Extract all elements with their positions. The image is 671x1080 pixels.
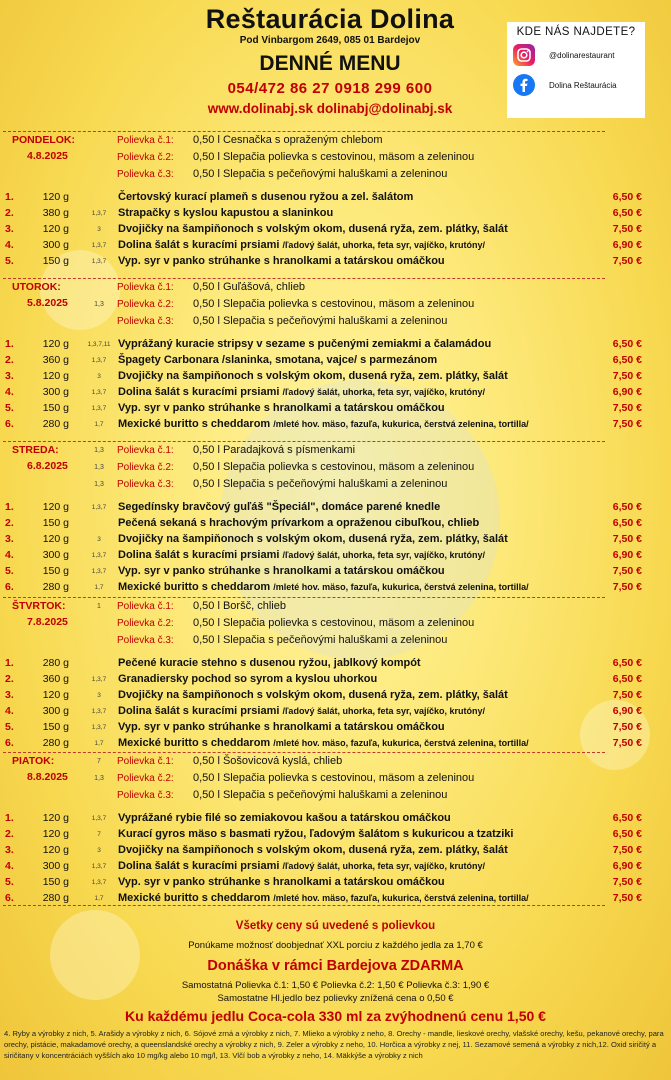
- soup-text: 0,50 l Slepačia s pečeňovými haluškami a zeleninou: [193, 634, 448, 646]
- meal-title: Dolina šalát s kuracími prsiami: [118, 549, 283, 561]
- soup-label: Polievka č.3:: [117, 479, 174, 490]
- facebook-label: Dolina Reštaurácia: [549, 80, 617, 90]
- meal-weight: 300 g: [42, 549, 69, 561]
- meal-name: [118, 812, 451, 824]
- meal-weight: 300 g: [42, 860, 69, 872]
- soup-text: 0,50 l Slepačia polievka s cestovinou, mäsom a zeleninou: [193, 617, 475, 629]
- meal-name: [118, 892, 529, 904]
- day-date: 7.8.2025: [27, 616, 68, 628]
- soup-row: [0, 478, 671, 495]
- soup-label: Polievka č.2:: [117, 152, 174, 163]
- web-and-email[interactable]: www.dolinabj.sk dolinabj@dolinabj.sk: [207, 101, 453, 116]
- meal-weight: 120 g: [42, 812, 69, 824]
- soup-text: 0,50 l Slepačia s pečeňovými haluškami a zeleninou: [193, 168, 448, 180]
- day-name: PONDELOK:: [12, 134, 75, 146]
- meal-name: [118, 418, 529, 430]
- soup-allergens: 1: [97, 603, 101, 610]
- meal-title: Vyp. syr v panko strúhanke s hranolkami a tatárskou omáčkou: [118, 721, 445, 733]
- meal-name: [118, 565, 445, 577]
- meal-price: 7,50 €: [612, 581, 642, 593]
- social-box: [507, 22, 645, 118]
- instagram-label: @dolinarestaurant: [549, 50, 615, 60]
- restaurant-address: Pod Vinbargom 2649, 085 01 Bardejov: [239, 35, 421, 46]
- allergen-legend: 4. Ryby a výrobky z nich, 5. Arašidy a výrobky z nich, 6. Sójové zrná a výrobky z nich, 7. Mlieko a výrobky z neho, 8. Orechy - mandle, lieskové orechy, vlašské orechy, kešu, pekanové orechy, para orechy, pistácie, makadamové orechy, a queenslandské orechy a výrobky z nich, 9. Zeler a výrobky z neho, 10. Horčica a výrobky z nej, 11. Sezamové semená a výrobky z nich,12. Oxid siričitý a siričitany v koncentráciách vyšších ako 10 mg/kg alebo 10 mg/l, 13. Vlčí bob a výrobky z neho, 14. Mäkkýše a výrobky z nich: [4, 1029, 664, 1060]
- instagram-row[interactable]: [507, 42, 645, 68]
- soup-allergens: 1,3: [94, 775, 104, 782]
- soup-allergens: 1,3: [94, 481, 104, 488]
- meal-name: [118, 844, 508, 856]
- meal-number: 2.: [5, 207, 14, 219]
- meal-title: Pečená sekaná s hrachovým prívarkom a opraženou cibuľkou, chlieb: [118, 517, 480, 529]
- meal-number: 4.: [5, 549, 14, 561]
- meal-allergens: 1,3,7: [91, 815, 107, 822]
- instagram-icon: [513, 44, 535, 66]
- soup-label: Polievka č.1:: [117, 282, 174, 293]
- meal-name: [118, 402, 445, 414]
- phone-numbers: 054/472 86 27 0918 299 600: [227, 80, 433, 97]
- meal-number: 1.: [5, 812, 14, 824]
- meal-title: Vyprážaný kuracie stripsy v sezame s pučenými zemiakmi a čalamádou: [118, 338, 492, 350]
- soup-row: [0, 634, 671, 651]
- meal-weight: 150 g: [42, 876, 69, 888]
- meal-weight: 280 g: [42, 657, 69, 669]
- meal-price: 7,50 €: [612, 689, 642, 701]
- soup-text: 0,50 l Slepačia polievka s cestovinou, mäsom a zeleninou: [193, 298, 475, 310]
- menu-end-divider: [3, 905, 605, 906]
- meal-weight: 380 g: [42, 207, 69, 219]
- meal-price: 7,50 €: [612, 370, 642, 382]
- meal-row: [0, 255, 671, 271]
- meal-allergens: 1,7: [94, 421, 104, 428]
- soup-text: 0,50 l Boršč, chlieb: [193, 600, 286, 612]
- meal-number: 4.: [5, 239, 14, 251]
- meal-name: [118, 721, 445, 733]
- meal-number: 1.: [5, 338, 14, 350]
- meal-weight: 300 g: [42, 239, 69, 251]
- day-name: PIATOK:: [12, 755, 55, 767]
- meal-number: 6.: [5, 737, 14, 749]
- soup-label: Polievka č.1:: [117, 135, 174, 146]
- main-only-note: Samostatne Hl.jedlo bez polievky znížená cena o 0,50 €: [217, 993, 454, 1004]
- meal-name: [118, 828, 513, 840]
- meal-weight: 150 g: [42, 721, 69, 733]
- day-name: ŠTVRTOK:: [12, 600, 66, 612]
- meal-number: 5.: [5, 255, 14, 267]
- meal-price: 6,90 €: [612, 860, 642, 872]
- meal-name: [118, 239, 485, 251]
- soup-text: 0,50 l Paradajková s písmenkami: [193, 444, 356, 456]
- meal-title: Kurací gyros mäso s basmati ryžou, ľadovým šalátom s kukuricou a tzatziki: [118, 828, 514, 840]
- menu-title: DENNÉ MENU: [259, 52, 401, 75]
- meal-name: [118, 354, 437, 366]
- meal-title: Segedínsky bravčový guľáš "Špeciál", domáce parené knedle: [118, 501, 441, 513]
- meal-number: 6.: [5, 418, 14, 430]
- meal-number: 6.: [5, 892, 14, 904]
- soup-label: Polievka č.3:: [117, 169, 174, 180]
- meal-title: Vyp. syr v panko strúhanke s hranolkami a tatárskou omáčkou: [118, 876, 445, 888]
- meal-name: [118, 581, 529, 593]
- meal-row: [0, 370, 671, 386]
- meal-allergens: 1,3,7: [91, 552, 107, 559]
- meal-row: [0, 223, 671, 239]
- meal-row: [0, 191, 671, 207]
- meal-price: 6,50 €: [612, 501, 642, 513]
- meal-name: [118, 386, 485, 398]
- meal-note: /ľadový šalát, uhorka, feta syr, vajíčko, krutóny/: [282, 550, 486, 560]
- meal-name: [118, 255, 445, 267]
- soup-text: 0,50 l Šošovicová kyslá, chlieb: [193, 755, 343, 767]
- meal-price: 6,50 €: [612, 354, 642, 366]
- soup-row: [0, 461, 671, 478]
- delivery-note: Donáška v rámci Bardejova ZDARMA: [207, 958, 464, 974]
- soup-row: [0, 600, 671, 617]
- meal-row: [0, 737, 671, 753]
- meal-weight: 150 g: [42, 565, 69, 577]
- meal-note: /mleté hov. mäso, fazuľa, kukurica, čerstvá zelenina, tortilla/: [273, 893, 529, 903]
- meal-number: 2.: [5, 354, 14, 366]
- meal-number: 1.: [5, 501, 14, 513]
- meal-name: [118, 533, 508, 545]
- meal-number: 3.: [5, 370, 14, 382]
- meal-row: [0, 673, 671, 689]
- soup-row: [0, 755, 671, 772]
- soup-row: [0, 298, 671, 315]
- meal-price: 6,90 €: [612, 705, 642, 717]
- meal-number: 2.: [5, 673, 14, 685]
- meal-price: 7,50 €: [612, 721, 642, 733]
- meal-price: 6,50 €: [612, 812, 642, 824]
- soup-allergens: 1,3: [94, 447, 104, 454]
- meal-name: [118, 705, 485, 717]
- meal-allergens: 1,3,7: [91, 708, 107, 715]
- meal-allergens: 1,7: [94, 895, 104, 902]
- meal-allergens: 7: [97, 831, 101, 838]
- meal-title: Mexické buritto s cheddarom: [118, 737, 274, 749]
- header-center: [150, 4, 510, 118]
- meal-number: 3.: [5, 844, 14, 856]
- meal-row: [0, 828, 671, 844]
- meal-allergens: 1,3,7: [91, 210, 107, 217]
- meal-allergens: 3: [97, 847, 101, 854]
- meal-weight: 120 g: [42, 844, 69, 856]
- footer: [0, 918, 671, 1025]
- meal-weight: 280 g: [42, 737, 69, 749]
- meal-allergens: 1,3,7: [91, 504, 107, 511]
- meal-title: Vyprážané rybie filé so zemiakovou kašou a tatárskou omáčkou: [118, 812, 451, 824]
- day-divider: [3, 441, 605, 442]
- meal-name: [118, 370, 508, 382]
- meal-number: 4.: [5, 860, 14, 872]
- day-divider: [3, 131, 605, 132]
- meal-price: 7,50 €: [612, 892, 642, 904]
- soup-label: Polievka č.3:: [117, 790, 174, 801]
- meal-number: 1.: [5, 191, 14, 203]
- day-date: 5.8.2025: [27, 297, 68, 309]
- meal-weight: 120 g: [42, 828, 69, 840]
- meal-price: 7,50 €: [612, 223, 642, 235]
- meal-weight: 150 g: [42, 402, 69, 414]
- meal-number: 2.: [5, 828, 14, 840]
- soup-text: 0,50 l Slepačia polievka s cestovinou, mäsom a zeleninou: [193, 772, 475, 784]
- meal-row: [0, 517, 671, 533]
- soup-text: 0,50 l Guľášová, chlieb: [193, 281, 306, 293]
- meal-note: /ľadový šalát, uhorka, feta syr, vajíčko, krutóny/: [282, 240, 486, 250]
- meal-row: [0, 386, 671, 402]
- meal-number: 3.: [5, 689, 14, 701]
- meal-weight: 280 g: [42, 892, 69, 904]
- meal-name: [118, 223, 508, 235]
- meal-title: Dolina šalát s kuracími prsiami: [118, 239, 283, 251]
- soup-label: Polievka č.2:: [117, 773, 174, 784]
- meal-note: /ľadový šalát, uhorka, feta syr, vajíčko, krutóny/: [282, 387, 486, 397]
- meal-weight: 150 g: [42, 517, 69, 529]
- meal-row: [0, 418, 671, 434]
- meal-price: 7,50 €: [612, 418, 642, 430]
- meal-row: [0, 565, 671, 581]
- soup-allergens: 7: [97, 758, 101, 765]
- meal-weight: 280 g: [42, 418, 69, 430]
- day-date: 4.8.2025: [27, 150, 68, 162]
- meal-number: 2.: [5, 517, 14, 529]
- meal-allergens: 3: [97, 226, 101, 233]
- meal-weight: 360 g: [42, 354, 69, 366]
- meal-note: /ľadový šalát, uhorka, feta syr, vajíčko, krutóny/: [282, 706, 486, 716]
- meal-number: 5.: [5, 876, 14, 888]
- meal-row: [0, 689, 671, 705]
- day-divider: [3, 278, 605, 279]
- meal-row: [0, 721, 671, 737]
- meal-allergens: 1,3,7: [91, 357, 107, 364]
- meal-allergens: 1,3,7: [91, 863, 107, 870]
- meal-price: 6,90 €: [612, 239, 642, 251]
- soup-label: Polievka č.2:: [117, 618, 174, 629]
- soup-row: [0, 772, 671, 789]
- soup-row: [0, 789, 671, 806]
- meal-weight: 120 g: [42, 501, 69, 513]
- meal-price: 6,50 €: [612, 657, 642, 669]
- meal-row: [0, 354, 671, 370]
- facebook-row[interactable]: [507, 72, 645, 98]
- soup-text: 0,50 l Slepačia s pečeňovými haluškami a zeleninou: [193, 315, 448, 327]
- meal-name: [118, 657, 421, 669]
- meal-number: 5.: [5, 721, 14, 733]
- meal-title: Vyp. syr v panko strúhanke s hranolkami a tatárskou omáčkou: [118, 255, 445, 267]
- meal-number: 3.: [5, 533, 14, 545]
- soup-row: [0, 315, 671, 332]
- soup-label: Polievka č.2:: [117, 462, 174, 473]
- meal-allergens: 3: [97, 692, 101, 699]
- soup-label: Polievka č.3:: [117, 635, 174, 646]
- meal-row: [0, 657, 671, 673]
- meal-weight: 120 g: [42, 370, 69, 382]
- meal-note: /ľadový šalát, uhorka, feta syr, vajíčko, krutóny/: [282, 861, 486, 871]
- meal-title: Dvojičky na šampiňonoch s volským okom, dusená ryža, zem. plátky, šalát: [118, 223, 508, 235]
- soup-text: 0,50 l Cesnačka s opraženým chlebom: [193, 134, 383, 146]
- meal-name: [118, 338, 491, 350]
- soup-text: 0,50 l Slepačia polievka s cestovinou, mäsom a zeleninou: [193, 151, 475, 163]
- soup-allergens: 1,3: [94, 464, 104, 471]
- meal-name: [118, 876, 445, 888]
- meal-number: 6.: [5, 581, 14, 593]
- soup-row: [0, 617, 671, 634]
- meal-weight: 360 g: [42, 673, 69, 685]
- meal-allergens: 1,3,7: [91, 676, 107, 683]
- meal-title: Dvojičky na šampiňonoch s volským okom, dusená ryža, zem. plátky, šalát: [118, 844, 508, 856]
- meal-name: [118, 673, 377, 685]
- meal-allergens: 1,7: [94, 740, 104, 747]
- meal-price: 7,50 €: [612, 533, 642, 545]
- meal-price: 7,50 €: [612, 876, 642, 888]
- meal-weight: 120 g: [42, 533, 69, 545]
- meal-number: 3.: [5, 223, 14, 235]
- meal-name: [118, 737, 529, 749]
- xxl-note: Ponúkame možnosť doobjednať XXL porciu z každého jedla za 1,70 €: [188, 940, 483, 951]
- meal-allergens: 1,3,7,11: [87, 341, 111, 348]
- meal-title: Čertovský kurací plameň s dusenou ryžou a zel. šalátom: [118, 191, 414, 203]
- meal-name: [118, 501, 440, 513]
- meal-title: Granadiersky pochod so syrom a kyslou uhorkou: [118, 673, 378, 685]
- meal-weight: 120 g: [42, 338, 69, 350]
- meal-weight: 120 g: [42, 191, 69, 203]
- soup-prices: Samostatná Polievka č.1: 1,50 € Polievka č.2: 1,50 € Polievka č.3: 1,90 €: [181, 980, 490, 991]
- meal-title: Dvojičky na šampiňonoch s volským okom, dusená ryža, zem. plátky, šalát: [118, 533, 508, 545]
- meal-row: [0, 549, 671, 565]
- meal-weight: 120 g: [42, 689, 69, 701]
- meal-title: Dolina šalát s kuracími prsiami: [118, 860, 283, 872]
- meal-name: [118, 517, 479, 529]
- day-date: 8.8.2025: [27, 771, 68, 783]
- meal-row: [0, 581, 671, 597]
- meal-price: 7,50 €: [612, 255, 642, 267]
- meal-note: /mleté hov. mäso, fazuľa, kukurica, čerstvá zelenina, tortilla/: [273, 582, 529, 592]
- meal-name: [118, 689, 508, 701]
- meal-number: 5.: [5, 402, 14, 414]
- meal-price: 7,50 €: [612, 844, 642, 856]
- meal-weight: 300 g: [42, 705, 69, 717]
- soup-label: Polievka č.1:: [117, 445, 174, 456]
- meal-name: [118, 860, 485, 872]
- soup-row: [0, 168, 671, 185]
- meal-weight: 280 g: [42, 581, 69, 593]
- meal-price: 6,50 €: [612, 673, 642, 685]
- soup-label: Polievka č.3:: [117, 316, 174, 327]
- meal-title: Vyp. syr v panko strúhanke s hranolkami a tatárskou omáčkou: [118, 565, 445, 577]
- meal-allergens: 1,7: [94, 584, 104, 591]
- meal-allergens: 3: [97, 373, 101, 380]
- meal-allergens: 1,3,7: [91, 724, 107, 731]
- soup-row: [0, 134, 671, 151]
- meal-number: 4.: [5, 386, 14, 398]
- meal-title: Vyp. syr v panko strúhanke s hranolkami a tatárskou omáčkou: [118, 402, 445, 414]
- day-name: STREDA:: [12, 444, 59, 456]
- meal-allergens: 1,3,7: [91, 568, 107, 575]
- meal-note: /mleté hov. mäso, fazuľa, kukurica, čerstvá zelenina, tortilla/: [273, 738, 529, 748]
- meal-title: Mexické buritto s cheddarom: [118, 892, 274, 904]
- meal-allergens: 1,3,7: [91, 242, 107, 249]
- soup-allergens: 1,3: [94, 301, 104, 308]
- meal-row: [0, 533, 671, 549]
- prices-note: Všetky ceny sú uvedené s polievkou: [235, 920, 436, 932]
- meal-title: Pečené kuracie stehno s dusenou ryžou, jablkový kompót: [118, 657, 421, 669]
- cola-offer: Ku každému jedlu Coca-cola 330 ml za zvýhodnenú cenu 1,50 €: [125, 1008, 546, 1024]
- soup-label: Polievka č.1:: [117, 601, 174, 612]
- meal-price: 6,90 €: [612, 386, 642, 398]
- restaurant-name: Reštaurácia Dolina: [205, 4, 455, 34]
- soup-row: [0, 444, 671, 461]
- meal-number: 5.: [5, 565, 14, 577]
- meal-row: [0, 844, 671, 860]
- meal-price: 7,50 €: [612, 565, 642, 577]
- meal-number: 4.: [5, 705, 14, 717]
- meal-weight: 120 g: [42, 223, 69, 235]
- meal-row: [0, 876, 671, 892]
- header: [0, 0, 671, 128]
- meal-row: [0, 812, 671, 828]
- meal-name: [118, 191, 413, 203]
- meal-row: [0, 207, 671, 223]
- meal-name: [118, 207, 333, 219]
- day-name: UTOROK:: [12, 281, 61, 293]
- meal-row: [0, 705, 671, 721]
- meal-price: 6,50 €: [612, 338, 642, 350]
- soup-text: 0,50 l Slepačia polievka s cestovinou, mäsom a zeleninou: [193, 461, 475, 473]
- meal-allergens: 1,3,7: [91, 258, 107, 265]
- soup-label: Polievka č.2:: [117, 299, 174, 310]
- meal-weight: 150 g: [42, 255, 69, 267]
- day-divider: [3, 597, 605, 598]
- meal-title: Mexické buritto s cheddarom: [118, 418, 274, 430]
- soup-row: [0, 281, 671, 298]
- meal-row: [0, 501, 671, 517]
- soup-text: 0,50 l Slepačia s pečeňovými haluškami a zeleninou: [193, 478, 448, 490]
- meal-price: 6,50 €: [612, 207, 642, 219]
- meal-weight: 300 g: [42, 386, 69, 398]
- meal-title: Špagety Carbonara /slaninka, smotana, vajce/ s parmezánom: [118, 354, 438, 366]
- meal-allergens: 3: [97, 536, 101, 543]
- meal-row: [0, 860, 671, 876]
- meal-price: 6,50 €: [612, 191, 642, 203]
- meal-title: Dvojičky na šampiňonoch s volským okom, dusená ryža, zem. plátky, šalát: [118, 689, 508, 701]
- day-date: 6.8.2025: [27, 460, 68, 472]
- meal-title: Dolina šalát s kuracími prsiami: [118, 705, 283, 717]
- meal-title: Dvojičky na šampiňonoch s volským okom, dusená ryža, zem. plátky, šalát: [118, 370, 508, 382]
- facebook-icon: [513, 74, 535, 96]
- meal-number: 1.: [5, 657, 14, 669]
- meal-price: 6,50 €: [612, 828, 642, 840]
- social-title: KDE NÁS NAJDETE?: [516, 26, 636, 38]
- soup-text: 0,50 l Slepačia s pečeňovými haluškami a zeleninou: [193, 789, 448, 801]
- meal-row: [0, 402, 671, 418]
- meal-title: Dolina šalát s kuracími prsiami: [118, 386, 283, 398]
- meal-row: [0, 338, 671, 354]
- meal-note: /mleté hov. mäso, fazuľa, kukurica, čerstvá zelenina, tortilla/: [273, 419, 529, 429]
- meal-price: 6,90 €: [612, 549, 642, 561]
- meal-price: 7,50 €: [612, 737, 642, 749]
- meal-title: Mexické buritto s cheddarom: [118, 581, 274, 593]
- day-divider: [3, 752, 605, 753]
- meal-allergens: 1,3,7: [91, 879, 107, 886]
- meal-allergens: 1,3,7: [91, 405, 107, 412]
- meal-price: 7,50 €: [612, 402, 642, 414]
- soup-label: Polievka č.1:: [117, 756, 174, 767]
- meal-price: 6,50 €: [612, 517, 642, 529]
- meal-row: [0, 239, 671, 255]
- meal-title: Strapačky s kyslou kapustou a slaninkou: [118, 207, 334, 219]
- meal-name: [118, 549, 485, 561]
- soup-row: [0, 151, 671, 168]
- meal-allergens: 1,3,7: [91, 389, 107, 396]
